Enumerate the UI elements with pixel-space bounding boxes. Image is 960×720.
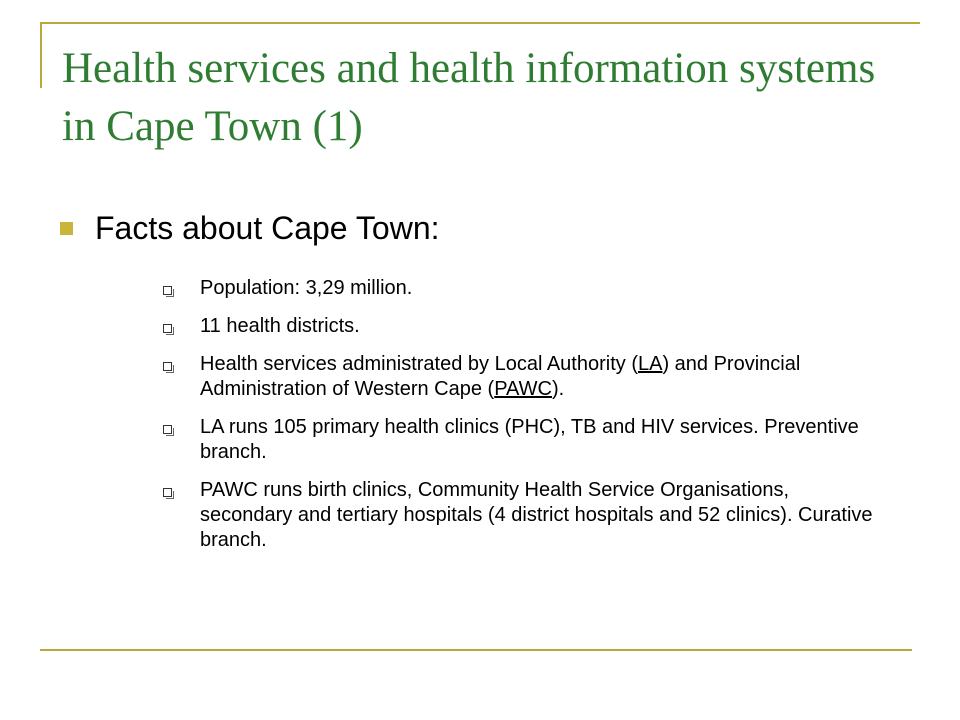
abbr-la: LA (637, 353, 663, 375)
list-item-text-part: ) and Provincial Administration of Western Cape ( (200, 353, 801, 400)
hollow-square-bullet-icon (163, 286, 172, 295)
abbr-pawc: PAWC (494, 378, 552, 400)
slide-title: Health services and health information systems in Cape Town (1) (62, 45, 876, 150)
list-item-text-part: ). (551, 378, 565, 400)
facts-list (163, 276, 883, 566)
main-bullet-text: Facts about Cape Town: (95, 210, 440, 246)
list-item (163, 276, 883, 301)
hollow-square-bullet-icon (163, 488, 172, 497)
list-item-text: LA runs 105 primary health clinics (PHC), TB and HIV services. Preventive branch. (200, 416, 859, 463)
filled-square-bullet-icon (60, 222, 73, 235)
hollow-square-bullet-icon (163, 362, 172, 371)
list-item-text-part: Health services administrated by Local Authority ( (200, 353, 638, 375)
left-rule (40, 22, 42, 88)
list-item (163, 314, 883, 339)
list-item (163, 352, 883, 402)
list-item (163, 478, 883, 553)
bottom-rule (40, 649, 912, 651)
hollow-square-bullet-icon (163, 425, 172, 434)
hollow-square-bullet-icon (163, 324, 172, 333)
list-item-text: PAWC runs birth clinics, Community Health Service Organisations, secondary and tertiary hospitals (4 district hospitals and 52 clinics). Curative branch. (200, 479, 873, 551)
top-rule (40, 22, 920, 24)
list-item-text: 11 health districts. (200, 315, 360, 337)
list-item (163, 415, 883, 465)
list-item-text: Population: 3,29 million. (200, 277, 413, 299)
